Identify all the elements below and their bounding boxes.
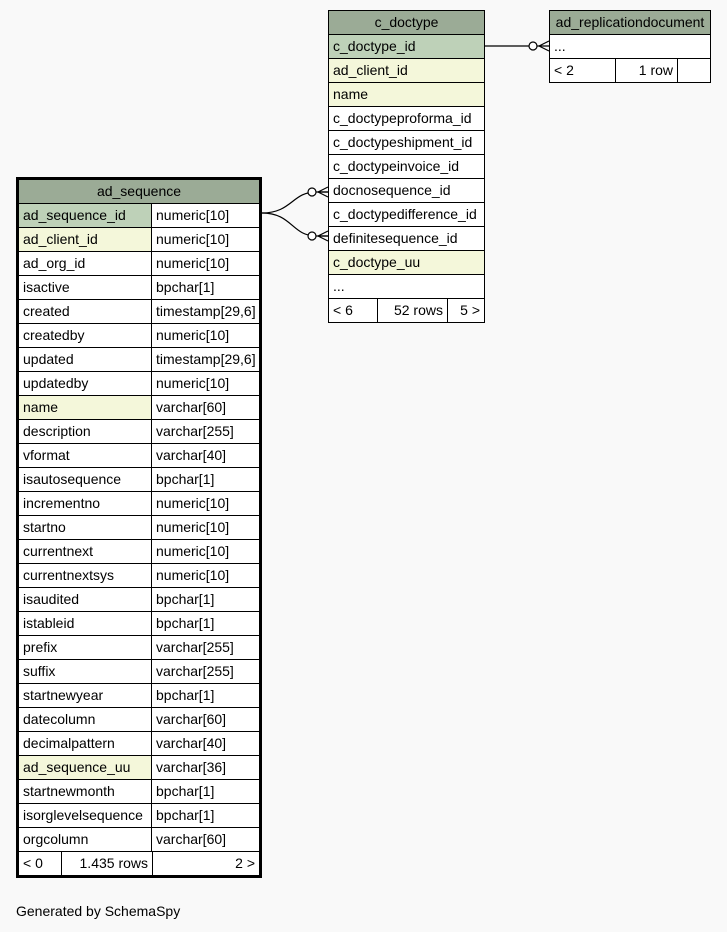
fk-end-docnosequence [308,188,316,196]
column-type: bpchar[1] [156,807,215,823]
table-row[interactable] [19,300,259,324]
column-name: orgcolumn [19,828,152,851]
column-list [329,35,484,299]
table-ad-replicationdocument[interactable] [549,10,711,83]
column-type: numeric[10] [156,375,230,391]
column-type: varchar[40] [156,735,227,751]
table-row[interactable] [19,684,259,708]
table-row[interactable] [19,348,259,372]
row-count: 52 rows [377,299,447,322]
column-name: decimalpattern [19,732,152,755]
table-row[interactable] [19,444,259,468]
column-type: varchar[36] [156,759,227,775]
column-type: varchar[60] [156,711,227,727]
table-footer [19,852,259,875]
column-name: definitesequence_id [333,230,458,246]
table-row[interactable] [19,324,259,348]
column-name: startnewmonth [19,780,152,803]
table-row[interactable] [19,636,259,660]
column-name: ad_sequence_id [19,204,152,227]
parents-count[interactable]: < 6 [333,302,353,318]
table-title[interactable]: ad_replicationdocument [550,11,710,35]
table-row[interactable] [329,251,484,275]
column-type: timestamp[29,6] [156,303,256,319]
column-name: isorglevelsequence [19,804,152,827]
table-row[interactable] [329,275,484,299]
table-row[interactable] [329,155,484,179]
column-name: ... [333,278,345,294]
table-row[interactable] [329,179,484,203]
column-type: numeric[10] [156,567,230,583]
table-row[interactable] [329,203,484,227]
table-row[interactable] [19,564,259,588]
table-title[interactable]: c_doctype [329,11,484,35]
column-name: isactive [19,276,152,299]
table-row[interactable] [19,804,259,828]
column-name: currentnext [19,540,152,563]
column-type: varchar[40] [156,447,227,463]
table-row[interactable] [19,828,259,852]
column-name: ad_sequence_uu [19,756,152,779]
column-name: createdby [19,324,152,347]
children-count[interactable]: 5 > [447,299,484,322]
parents-count[interactable]: < 2 [554,62,574,78]
column-name: description [19,420,152,443]
column-name: c_doctype_uu [329,251,484,274]
column-name: startnewyear [19,684,152,707]
column-name: isautosequence [19,468,152,491]
table-row[interactable] [19,588,259,612]
column-type: numeric[10] [156,207,230,223]
column-type: varchar[255] [156,423,234,439]
table-row[interactable] [19,516,259,540]
column-name: ad_client_id [329,59,484,82]
fk-end-replicationdocument [529,42,537,50]
column-name: c_doctypeshipment_id [333,134,473,150]
column-name: updated [19,348,152,371]
table-row[interactable] [19,540,259,564]
table-row[interactable] [19,420,259,444]
children-count[interactable] [677,59,710,82]
column-type: numeric[10] [156,231,230,247]
table-row[interactable] [19,612,259,636]
column-name: currentnextsys [19,564,152,587]
column-type: varchar[255] [156,639,234,655]
table-row[interactable] [19,276,259,300]
column-name: c_doctypeinvoice_id [333,158,460,174]
table-row[interactable] [329,59,484,83]
table-row[interactable] [19,252,259,276]
column-name: prefix [19,636,152,659]
column-name: created [19,300,152,323]
generated-by-credit[interactable]: Generated by SchemaSpy [16,903,181,919]
column-list [550,35,710,59]
table-row[interactable] [329,83,484,107]
table-row[interactable] [19,492,259,516]
column-type: numeric[10] [156,327,230,343]
table-row[interactable] [19,468,259,492]
fk-line-docnosequence [262,192,329,213]
table-row[interactable] [19,228,259,252]
table-row[interactable] [19,372,259,396]
table-row[interactable] [19,660,259,684]
column-list [19,204,259,852]
table-row[interactable] [329,107,484,131]
column-type: varchar[60] [156,831,227,847]
table-footer [329,299,484,322]
table-row[interactable] [19,204,259,228]
column-type: varchar[255] [156,663,234,679]
fk-end-definitesequence [308,232,316,240]
column-name: startno [19,516,152,539]
column-name: c_doctypedifference_id [333,206,477,222]
fk-line-definitesequence [262,213,329,236]
column-name: istableid [19,612,152,635]
table-row[interactable] [19,732,259,756]
column-name: isaudited [19,588,152,611]
column-name: suffix [19,660,152,683]
table-ad-sequence[interactable] [16,177,262,878]
table-row[interactable] [329,131,484,155]
parents-count[interactable]: < 0 [23,855,43,871]
table-row[interactable] [19,708,259,732]
column-type: timestamp[29,6] [156,351,256,367]
column-type: bpchar[1] [156,279,215,295]
table-title[interactable]: ad_sequence [19,180,259,204]
column-type: bpchar[1] [156,783,215,799]
column-name: ... [554,38,566,54]
column-name: ad_client_id [19,228,152,251]
table-footer [550,59,710,82]
column-type: numeric[10] [156,255,230,271]
table-row[interactable] [329,227,484,251]
column-type: bpchar[1] [156,615,215,631]
table-c-doctype[interactable] [328,10,485,323]
table-row[interactable] [19,780,259,804]
table-row[interactable] [550,35,710,59]
row-count: 1 row [615,59,677,82]
column-type: numeric[10] [156,495,230,511]
column-name: c_doctypeproforma_id [333,110,472,126]
column-name: docnosequence_id [333,182,451,198]
column-name: name [19,396,152,419]
table-row[interactable] [329,35,484,59]
column-type: varchar[60] [156,399,227,415]
table-row[interactable] [19,756,259,780]
column-name: incrementno [19,492,152,515]
children-count[interactable]: 2 > [152,852,259,875]
column-name: name [329,83,484,106]
column-name: datecolumn [19,708,152,731]
column-name: ad_org_id [19,252,152,275]
column-name: vformat [19,444,152,467]
column-name: c_doctype_id [329,35,484,58]
column-type: bpchar[1] [156,687,215,703]
column-type: bpchar[1] [156,591,215,607]
column-type: numeric[10] [156,543,230,559]
column-name: updatedby [19,372,152,395]
table-row[interactable] [19,396,259,420]
column-type: numeric[10] [156,519,230,535]
row-count: 1.435 rows [61,852,152,875]
column-type: bpchar[1] [156,471,215,487]
